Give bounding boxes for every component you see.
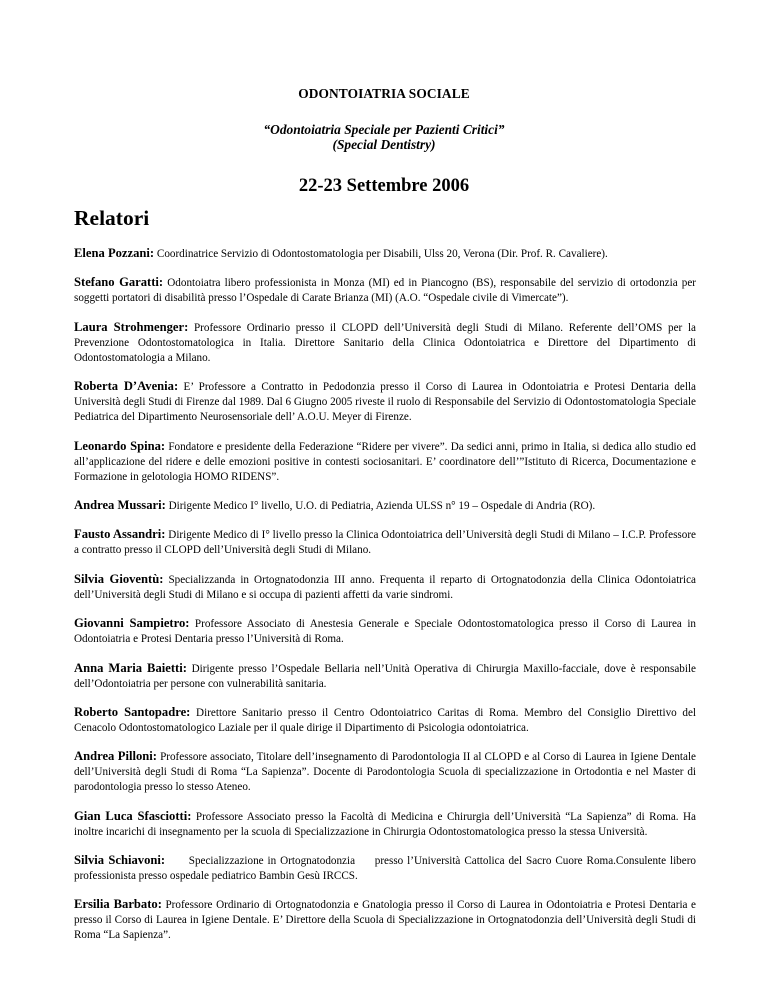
speaker-name: Giovanni Sampietro:: [74, 616, 190, 631]
speaker-name: Ersilia Barbato:: [74, 897, 162, 912]
speaker-name: Elena Pozzani:: [74, 246, 155, 260]
speaker-bio: Professore Ordinario presso il CLOPD dell’Università degli Studi di Milano. Referente dell’OMS per la Prevenzione Odontostomatologica in Italia. Direttore Sanitario della Clinica Odontoiatrica e Direttore del Dipartimento di Odontostomatologia a Milano.: [74, 321, 697, 364]
speaker-name: Fausto Assandri:: [74, 527, 166, 542]
speaker-entry: [74, 572, 696, 603]
speaker-name: Andrea Pilloni:: [74, 749, 157, 764]
speaker-bio: Professore Associato presso la Facoltà di Medicina e Chirurgia dell’Università “La Sapienza” di Roma. Ha inoltre incarichi di insegnamento per la scuola di Specializzazione in Chirurgia Odontostomatologica presso la stessa Università.: [74, 810, 697, 838]
speaker-name: Leonardo Spina:: [74, 438, 166, 453]
section-heading: Relatori: [74, 206, 150, 230]
speaker-name: Stefano Garatti:: [74, 275, 164, 290]
speaker-bio: Professore associato, Titolare dell’insegnamento di Parodontologia II al CLOPD e al Corso di Laurea in Igiene Dentale dell’Università degli Studi di Roma “La Sapienza”. Docente di Parodontologia Scuola di specializzazione in Ortodontia e nel Master di parodontologia presso lo stesso Ateneo.: [74, 751, 696, 794]
speaker-entry: [74, 897, 696, 943]
speaker-bio: Professore Ordinario di Ortognatodonzia e Gnatologia presso il Corso di Laurea in Odontoiatria e Protesi Dentaria e presso il Corso di Laurea in Igiene Dentale. E’ Direttore della Scuola di Specializzazione in Ortognatodonzia dell’Università degli Studi di Roma “La Sapienza”.: [74, 899, 697, 942]
speaker-name: Laura Strohmenger:: [74, 319, 189, 334]
speaker-entry: [74, 246, 696, 262]
speaker-entry: [74, 853, 699, 884]
subtitle-line-2: (Special Dentistry): [332, 137, 436, 152]
speaker-name: Roberta D’Avenia:: [74, 379, 179, 394]
speaker-bio: Professore Associato di Anestesia Generale e Speciale Odontostomatologica presso il Corso di Laurea in Odontoiatria e Protesi Dentaria presso l’Università di Roma.: [74, 618, 696, 646]
speaker-name: Silvia Schiavoni:: [74, 853, 166, 868]
speaker-bio: Coordinatrice Servizio di Odontostomatologia per Disabili, Ulss 20, Verona (Dir. Prof. R. Cavaliere).: [154, 248, 608, 260]
document-subtitle: [0, 122, 768, 152]
speaker-bio: Direttore Sanitario presso il Centro Odontoiatrico Caritas di Roma. Membro del Consiglio Direttivo del Cenacolo Odontostomatologico Laziale per il quale dirige il Dipartimento di Psicologia odontoiatrica.: [74, 706, 697, 734]
speaker-entry: [74, 498, 696, 514]
speaker-entry: [74, 527, 696, 558]
speaker-bio: Dirigente Medico I° livello, U.O. di Pediatria, Azienda ULSS n° 19 – Ospedale di Andria (RO).: [165, 499, 596, 512]
speaker-entry: [74, 616, 696, 647]
event-date: 22-23 Settembre 2006: [298, 176, 470, 196]
speaker-bio: E’ Professore a Contratto in Pedodonzia presso il Corso di Laurea in Odontoiatria e Protesi Dentaria della Università degli Studi di Firenze dal 1989. Dal 6 Giugno 2005 riveste il ruolo di Responsabile del Servizio di Odontostomatologia Speciale Pediatrica del Dipartimento Neurosensoriale dell’ A.O.U. Meyer di Firenze.: [74, 381, 696, 424]
speaker-bio: Dirigente presso l’Ospedale Bellaria nell’Unità Operativa di Chirurgia Maxillo-facciale, dove è responsabile dell’Odontoiatria per persone con vulnerabilità sanitaria.: [74, 662, 696, 690]
speaker-name: Gian Luca Sfasciotti:: [74, 808, 192, 823]
speaker-bio: Specializzazione in Ortognatodonzia presso l’Università Cattolica del Sacro Cuore Roma.Consulente libero professionista presso ospedale pediatrico Bambin Gesù IRCCS.: [74, 855, 699, 883]
speaker-entry: [74, 661, 696, 692]
speaker-bio: Specializzanda in Ortognatodonzia III anno. Frequenta il reparto di Ortognatodonzia della Clinica Odontoiatrica dell’Università degli Studi di Milano e si occupa di pazienti affetti da varie sindromi.: [74, 573, 696, 601]
speaker-entry: [74, 439, 696, 485]
speaker-bio: Odontoiatra libero professionista in Monza (MI) ed in Piancogno (BS), responsabile del servizio di ortodonzia per soggetti portatori di disabilità presso l’Ospedale di Carate Brianza (MI) (A.O. “Ospedale civile di Vimercate”).: [74, 277, 697, 305]
speaker-entry: [74, 275, 696, 306]
speaker-bio: Fondatore e presidente della Federazione “Ridere per vivere”. Da sedici anni, primo in Italia, si dedica allo studio ed all’applicazione del ridere e delle emozioni positive in contesti sociosanitari. E’ coordinatore dell’”Istituto di Ricerca, Documentazione e Formazione in gelotologia HOMO RIDENS”.: [74, 440, 696, 483]
document-title: ODONTOIATRIA SOCIALE: [298, 86, 470, 101]
speaker-name: Silvia Gioventù:: [74, 571, 164, 586]
speaker-entry: [74, 320, 696, 366]
speaker-name: Anna Maria Baietti:: [74, 660, 187, 675]
speaker-entry: [74, 705, 696, 736]
speaker-name: Roberto Santopadre:: [74, 704, 191, 719]
speaker-entry: [74, 749, 696, 795]
subtitle-line-1: “Odontoiatria Speciale per Pazienti Critici”: [263, 122, 505, 137]
speaker-entry: [74, 379, 696, 425]
speaker-entry: [74, 809, 696, 840]
speaker-name: Andrea Mussari:: [74, 497, 166, 512]
speaker-bio: Dirigente Medico di I° livello presso la Clinica Odontoiatrica dell’Università degli Studi di Milano – I.C.P. Professore a contratto presso il CLOPD dell’Università degli Studi di Milano.: [74, 529, 696, 557]
speakers-list: [74, 246, 699, 957]
